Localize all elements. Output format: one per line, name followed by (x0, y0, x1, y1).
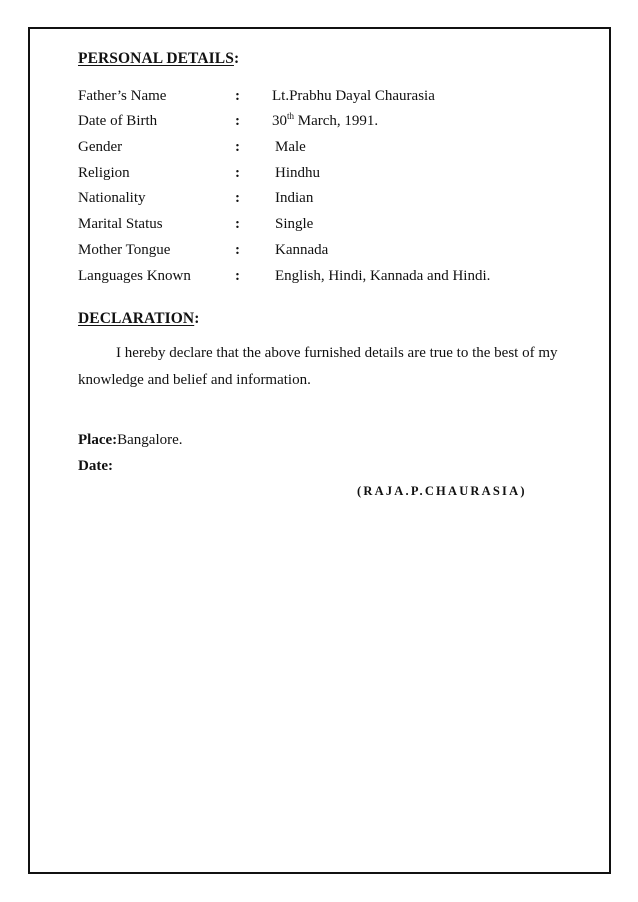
dob-day: 30 (272, 113, 287, 129)
declaration-line-2: knowledge and belief and information. (78, 372, 311, 388)
dob-ordinal: th (287, 111, 295, 121)
detail-row-fathers-name (78, 86, 598, 106)
detail-value: Single (275, 216, 314, 232)
detail-value: Hindhu (275, 165, 320, 181)
place-label: Place: (78, 432, 118, 448)
declaration-heading (78, 310, 199, 328)
detail-value (272, 111, 378, 131)
detail-colon: : (235, 113, 240, 129)
detail-label: Marital Status (78, 216, 163, 232)
detail-colon: : (235, 165, 240, 181)
detail-value: English, Hindi, Kannada and Hindi. (275, 268, 491, 284)
detail-row-marital-status (78, 214, 598, 234)
detail-row-mother-tongue (78, 240, 598, 260)
personal-details-heading-text: PERSONAL DETAILS (78, 50, 234, 67)
detail-colon: : (235, 139, 240, 155)
date-label: Date: (78, 458, 113, 474)
place-value: Bangalore. (117, 432, 183, 448)
detail-colon: : (235, 216, 240, 232)
detail-label: Languages Known (78, 268, 191, 284)
detail-row-religion (78, 163, 598, 183)
detail-row-date-of-birth (78, 111, 598, 131)
detail-value: Lt.Prabhu Dayal Chaurasia (272, 88, 435, 104)
signature-name: (RAJA.P.CHAURASIA) (357, 484, 527, 498)
dob-rest: March, 1991. (294, 113, 379, 129)
personal-details-heading-colon: : (233, 50, 240, 67)
place-line (78, 430, 183, 450)
detail-row-nationality (78, 188, 598, 208)
detail-label: Father’s Name (78, 88, 167, 104)
detail-label: Gender (78, 139, 123, 155)
detail-label: Nationality (78, 190, 146, 206)
personal-details-heading (78, 50, 239, 68)
detail-colon: : (235, 242, 240, 258)
detail-value: Kannada (275, 242, 329, 258)
detail-colon: : (235, 88, 240, 104)
detail-value: Male (275, 139, 306, 155)
detail-label: Date of Birth (78, 113, 158, 129)
detail-label: Religion (78, 165, 130, 181)
detail-row-languages-known (78, 266, 598, 286)
detail-colon: : (235, 268, 240, 284)
detail-label: Mother Tongue (78, 242, 171, 258)
detail-colon: : (235, 190, 240, 206)
detail-value: Indian (275, 190, 314, 206)
declaration-heading-text: DECLARATION (78, 310, 195, 327)
declaration-heading-colon: : (194, 310, 200, 327)
declaration-line-1: I hereby declare that the above furnished details are true to the best of my (116, 345, 558, 361)
detail-row-gender (78, 137, 598, 157)
